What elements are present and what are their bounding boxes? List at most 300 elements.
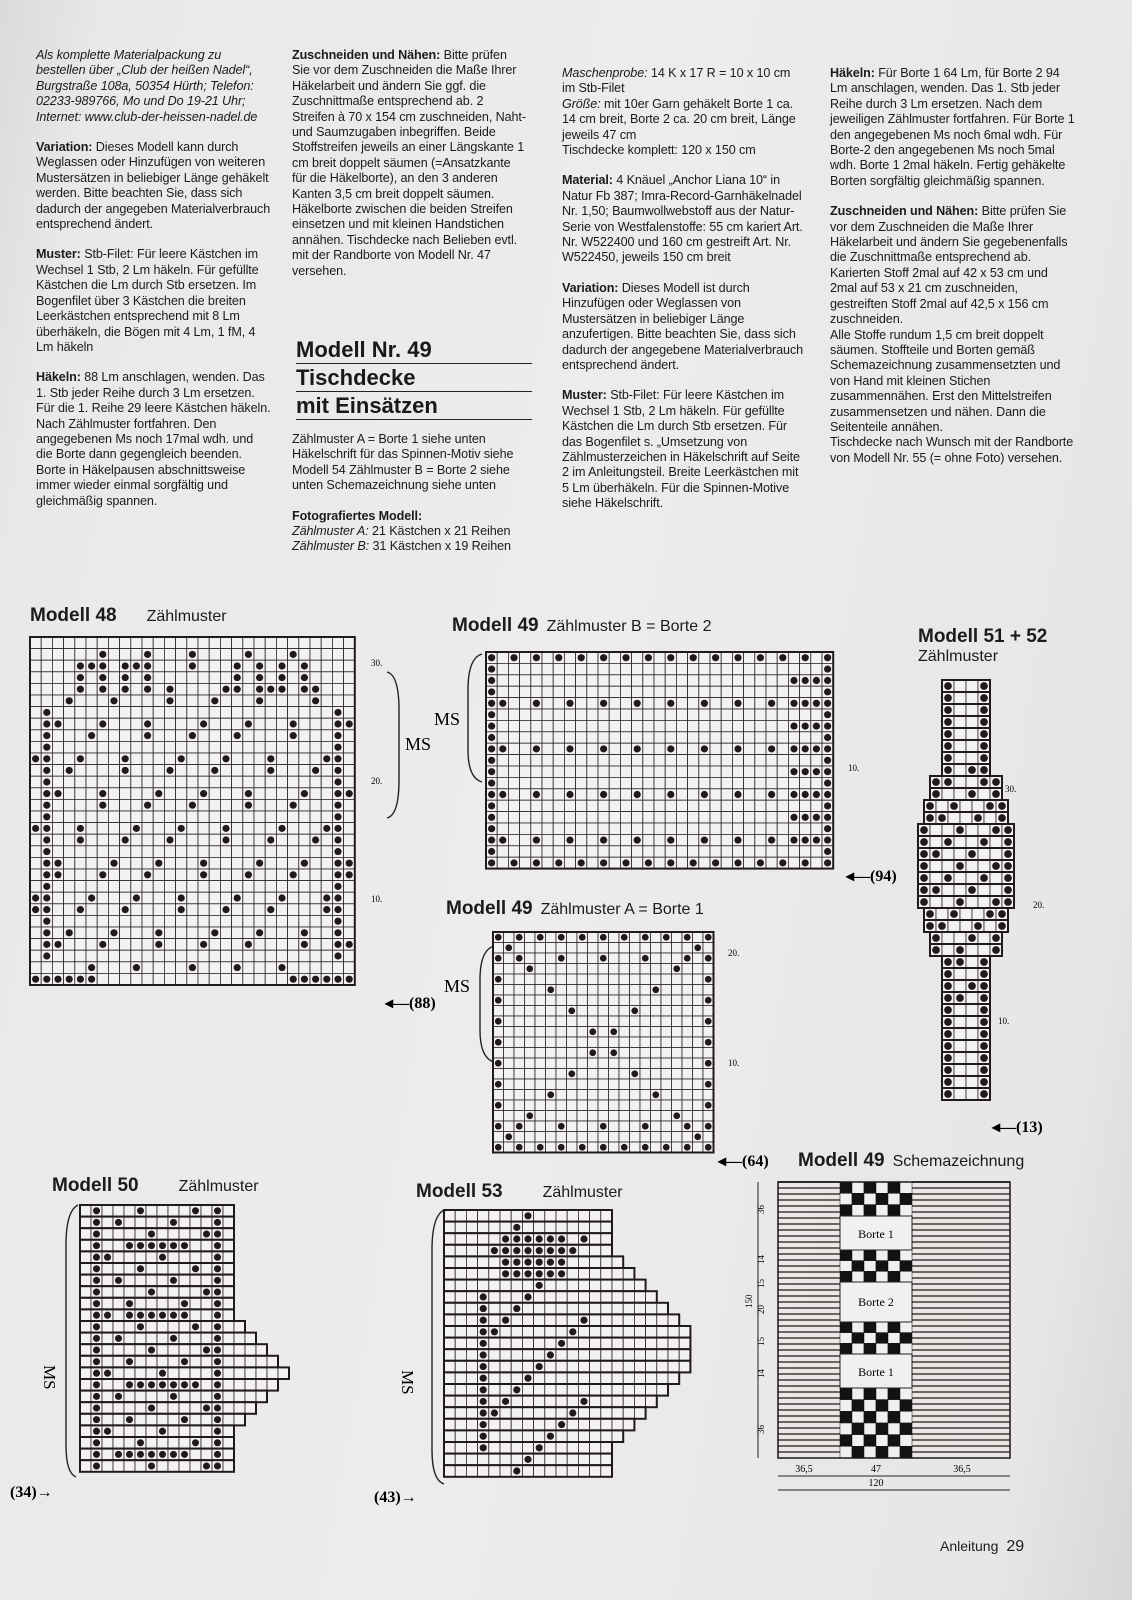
m49a-cell xyxy=(703,985,714,996)
m48-cell xyxy=(198,973,209,985)
m48-filled-mark xyxy=(278,674,285,681)
m49b-cell xyxy=(609,800,620,811)
schema-check-cell xyxy=(900,1343,912,1354)
m49b-cell xyxy=(688,766,699,777)
m49b-filled-mark xyxy=(824,768,831,775)
m48-cell xyxy=(209,788,220,800)
m49a-cell xyxy=(577,1048,588,1059)
m53-cell xyxy=(646,1372,657,1384)
m5152-cell xyxy=(978,896,990,908)
m49b-cell xyxy=(744,777,755,788)
m49b-filled-mark xyxy=(634,837,641,844)
m5152-filled-mark xyxy=(998,922,1006,930)
m49b-filled-mark xyxy=(790,700,797,707)
m5152-cell xyxy=(942,824,954,836)
m49a-cell xyxy=(682,1132,693,1143)
m49b-cell xyxy=(732,846,743,857)
schema-check-cell xyxy=(864,1205,876,1216)
m48-filled-mark xyxy=(301,941,308,948)
m53-cell xyxy=(534,1407,545,1419)
m50-cell xyxy=(168,1251,179,1263)
m48-filled-mark xyxy=(43,802,50,809)
m49a-cell xyxy=(535,1111,546,1122)
m48-cell xyxy=(220,950,231,962)
m49a-cell xyxy=(546,1111,557,1122)
m50-filled-mark xyxy=(93,1428,100,1435)
m50-cell xyxy=(113,1460,124,1472)
m49b-cell xyxy=(699,766,710,777)
m49b-cell xyxy=(755,823,766,834)
m49b-filled-mark xyxy=(824,814,831,821)
m49b-cell xyxy=(576,789,587,800)
schema-check-cell xyxy=(864,1388,876,1400)
m48-cell xyxy=(209,950,220,962)
m48-cell xyxy=(276,950,287,962)
m48-cell xyxy=(310,823,321,835)
m50-cell xyxy=(157,1298,168,1310)
m50-filled-mark xyxy=(104,1370,111,1377)
m53-cell xyxy=(466,1465,477,1477)
schema-check-cell xyxy=(840,1271,852,1282)
m50-cell xyxy=(234,1321,245,1333)
m53-cell xyxy=(578,1338,589,1350)
m48-cell xyxy=(164,915,175,927)
m48-cell xyxy=(232,939,243,951)
m48-cell xyxy=(344,741,355,753)
m48-cell xyxy=(276,765,287,777)
m53-filled-mark xyxy=(502,1259,509,1266)
m49b-row-10: 10. xyxy=(848,763,860,773)
m5152-cell xyxy=(966,1052,978,1064)
m48-label xyxy=(30,605,227,627)
m50-cell xyxy=(124,1321,135,1333)
m50-filled-mark xyxy=(93,1462,100,1469)
m49b-cell xyxy=(564,686,575,697)
m48-cell xyxy=(30,881,41,893)
m50-cell xyxy=(113,1425,124,1437)
m48-cell xyxy=(108,707,119,719)
m50-filled-mark xyxy=(93,1393,100,1400)
m48-cell xyxy=(288,776,299,788)
m48-filled-mark xyxy=(32,906,39,913)
m49b-filled-mark xyxy=(824,848,831,855)
m48-cell xyxy=(220,660,231,672)
m48-filled-mark xyxy=(290,732,297,739)
m50-filled-mark xyxy=(214,1451,221,1458)
m48-cell xyxy=(220,927,231,939)
m50-cell xyxy=(135,1414,146,1426)
m48-cell xyxy=(131,649,142,661)
m5152-filled-mark xyxy=(980,718,988,726)
m53-cell xyxy=(578,1442,589,1454)
m5152-cell xyxy=(990,872,1002,884)
m50-filled-mark xyxy=(214,1439,221,1446)
m48-filled-mark xyxy=(290,720,297,727)
m49a-cell xyxy=(651,1100,662,1111)
m48-cell xyxy=(176,973,187,985)
schema-check-cell xyxy=(876,1446,888,1458)
m48-cell xyxy=(310,950,321,962)
m53-cell xyxy=(601,1442,612,1454)
schema-check-cell xyxy=(864,1322,876,1333)
m49a-filled-mark xyxy=(600,1123,607,1130)
schema-check-cell xyxy=(852,1333,864,1344)
m53-cell xyxy=(534,1222,545,1234)
m49a-filled-mark xyxy=(558,1144,565,1151)
m53-filled-mark xyxy=(480,1317,487,1324)
m50-cell xyxy=(157,1356,168,1368)
m5152-cell xyxy=(966,1088,978,1100)
schema-check-cell xyxy=(852,1205,864,1216)
m48-cell xyxy=(120,776,131,788)
m48-cell xyxy=(108,892,119,904)
m48-filled-mark xyxy=(133,964,140,971)
m53-cell xyxy=(634,1338,645,1350)
m5152-filled-mark xyxy=(944,1006,952,1014)
m53-cell xyxy=(601,1372,612,1384)
m49b-cell xyxy=(531,709,542,720)
m48-cell xyxy=(321,718,332,730)
m48-cell xyxy=(187,707,198,719)
m48-cell xyxy=(265,939,276,951)
m49b-cell xyxy=(699,823,710,834)
m53-cell xyxy=(578,1256,589,1268)
m49b-cell xyxy=(632,812,643,823)
m48-cell xyxy=(75,915,86,927)
m49b-cell xyxy=(732,800,743,811)
m49b-cell xyxy=(643,743,654,754)
m53-cell xyxy=(567,1314,578,1326)
m49a-cell xyxy=(682,1111,693,1122)
m53-cell xyxy=(601,1419,612,1431)
m49a-cell xyxy=(598,1027,609,1038)
m48-cell xyxy=(299,765,310,777)
m49b-filled-mark xyxy=(712,859,719,866)
m5152-filled-mark xyxy=(968,934,976,942)
m49b-cell xyxy=(710,709,721,720)
m49a-cell xyxy=(661,1069,672,1080)
m49a-cell xyxy=(525,1079,536,1090)
m48-cell xyxy=(176,695,187,707)
m49b-cell xyxy=(520,652,531,663)
m48-cell xyxy=(220,707,231,719)
m49b-filled-mark xyxy=(488,757,495,764)
m48-cell xyxy=(344,776,355,788)
m48-filled-mark xyxy=(178,894,185,901)
m5152-cell xyxy=(966,944,978,956)
m48-cell xyxy=(120,823,131,835)
m48-cell xyxy=(276,834,287,846)
schema-check-cell xyxy=(900,1435,912,1447)
m49a-cell xyxy=(525,932,536,943)
m49a-filled-mark xyxy=(673,1112,680,1119)
m49a-cell xyxy=(651,1048,662,1059)
m49b-cell xyxy=(520,846,531,857)
m49a-cell xyxy=(609,1121,620,1132)
m49b-cell xyxy=(665,709,676,720)
m48-cell xyxy=(209,962,220,974)
m49b-filled-mark xyxy=(690,654,697,661)
m50-cell xyxy=(80,1333,91,1345)
m48-cell xyxy=(288,765,299,777)
m50-filled-mark xyxy=(214,1404,221,1411)
m53-cell xyxy=(634,1372,645,1384)
m49a-cell xyxy=(577,985,588,996)
m5152-cell xyxy=(972,908,984,920)
m48-cell xyxy=(198,799,209,811)
m53-cell xyxy=(556,1407,567,1419)
m48-cell xyxy=(64,834,75,846)
m49a-cell xyxy=(504,985,515,996)
m49b-cell xyxy=(531,675,542,686)
m48-cell xyxy=(220,973,231,985)
m49a-cell xyxy=(535,974,546,985)
m49b-filled-mark xyxy=(734,745,741,752)
m5152-filled-mark xyxy=(956,994,964,1002)
m49b-cell xyxy=(520,686,531,697)
m48-filled-mark xyxy=(301,929,308,936)
m49b-filled-mark xyxy=(566,745,573,752)
m49b-cell xyxy=(497,732,508,743)
m49b-filled-mark xyxy=(790,814,797,821)
schema-check-cell xyxy=(888,1271,900,1282)
m50-cell xyxy=(102,1333,113,1345)
m48-filled-mark xyxy=(189,732,196,739)
m53-cell xyxy=(522,1314,533,1326)
m49a-cell xyxy=(598,1079,609,1090)
m48-cell xyxy=(344,927,355,939)
m50-cell xyxy=(201,1240,212,1252)
m49b-cell xyxy=(564,823,575,834)
m49a-cell xyxy=(651,964,662,975)
m48-cell xyxy=(276,799,287,811)
m49b-cell xyxy=(654,652,665,663)
m50-cell xyxy=(102,1228,113,1240)
m48-cell xyxy=(97,915,108,927)
m48-cell xyxy=(153,892,164,904)
m49b-cell xyxy=(497,823,508,834)
m48-cell xyxy=(254,649,265,661)
m50-cell xyxy=(201,1298,212,1310)
m5152-filled-mark xyxy=(980,1042,988,1050)
m49a-cell xyxy=(609,1132,620,1143)
m49b-cell xyxy=(643,720,654,731)
m48-filled-mark xyxy=(301,686,308,693)
m49a-cell xyxy=(703,1069,714,1080)
m5152-cell xyxy=(960,920,972,932)
m49a-cell xyxy=(556,1027,567,1038)
m48-filled-mark xyxy=(178,825,185,832)
m53-cell xyxy=(500,1430,511,1442)
schema-check-cell xyxy=(864,1446,876,1458)
m48-cell xyxy=(299,834,310,846)
m49a-cell xyxy=(672,1027,683,1038)
m49a-cell xyxy=(651,1006,662,1017)
m53-cell xyxy=(500,1280,511,1292)
m49b-cell xyxy=(788,686,799,697)
m49a-cell xyxy=(640,1016,651,1027)
m49b-cell xyxy=(766,812,777,823)
m49a-cell xyxy=(546,1048,557,1059)
m49a-cell xyxy=(504,1048,515,1059)
m49a-filled-mark xyxy=(705,934,712,941)
m50-cell xyxy=(223,1379,234,1391)
m49a-cell xyxy=(609,1079,620,1090)
m48-cell xyxy=(209,939,220,951)
m49a-cell xyxy=(504,995,515,1006)
m49a-cell xyxy=(546,1132,557,1143)
m49b-filled-mark xyxy=(533,837,540,844)
m48-cell xyxy=(254,881,265,893)
m48-filled-mark xyxy=(301,662,308,669)
schema-borte2-label: Borte 2 xyxy=(858,1295,894,1309)
m50-cell xyxy=(157,1263,168,1275)
m49a-cell xyxy=(514,995,525,1006)
m49a-cell xyxy=(546,1006,557,1017)
m50-cell xyxy=(146,1437,157,1449)
m49b-cell xyxy=(553,777,564,788)
m49a-cell xyxy=(619,1111,630,1122)
m50-ms-bracket xyxy=(66,1205,78,1477)
m49b-cell xyxy=(576,675,587,686)
m49a-cell xyxy=(556,1016,567,1027)
m49a-filled-mark xyxy=(547,986,554,993)
m48-cell xyxy=(153,846,164,858)
m48-cell xyxy=(86,950,97,962)
m50-cell xyxy=(256,1356,267,1368)
m48-cell xyxy=(299,649,310,661)
m50-filled-mark xyxy=(181,1358,188,1365)
m49b-cell xyxy=(732,732,743,743)
m48-cell xyxy=(108,649,119,661)
m49b-cell xyxy=(676,857,687,868)
m5152-cell xyxy=(954,752,966,764)
m48-cell xyxy=(209,637,220,649)
m48-cell xyxy=(153,881,164,893)
schema-check-cell xyxy=(888,1182,900,1193)
m48-cell xyxy=(176,730,187,742)
m49a-cell xyxy=(682,1100,693,1111)
m48-cell xyxy=(321,776,332,788)
m53-cell xyxy=(657,1338,668,1350)
m5152-cell xyxy=(954,932,966,944)
m48-cell xyxy=(52,904,63,916)
m48-cell xyxy=(131,776,142,788)
m53-cell xyxy=(522,1419,533,1431)
m48-cell xyxy=(131,637,142,649)
m48-cell xyxy=(187,892,198,904)
m49b-cell xyxy=(721,857,732,868)
m48-filled-mark xyxy=(144,732,151,739)
m50-filled-mark xyxy=(115,1451,122,1458)
m49b-cell xyxy=(497,755,508,766)
m49b-cell xyxy=(553,675,564,686)
m50-chart xyxy=(10,1205,330,1505)
m49b-cell xyxy=(676,686,687,697)
m48-filled-mark xyxy=(334,813,341,820)
m50-cell xyxy=(223,1333,234,1345)
m48-filled-mark xyxy=(77,674,84,681)
m48-filled-mark xyxy=(166,697,173,704)
m48-cell xyxy=(30,799,41,811)
m49a-filled-mark xyxy=(516,955,523,962)
m49b-cell xyxy=(654,823,665,834)
m48-cell xyxy=(64,869,75,881)
m49a-cell xyxy=(672,1006,683,1017)
m49b-cell xyxy=(766,846,777,857)
m48-cell xyxy=(321,660,332,672)
m53-cell xyxy=(567,1233,578,1245)
m49b-cell xyxy=(553,766,564,777)
m53-cell xyxy=(601,1465,612,1477)
m49b-filled-mark xyxy=(824,700,831,707)
m49b-filled-mark xyxy=(824,711,831,718)
m49a-cell xyxy=(525,1016,536,1027)
m49a-filled-mark xyxy=(705,955,712,962)
m53-cell xyxy=(668,1326,679,1338)
m5152-filled-mark xyxy=(980,778,988,786)
m50-filled-mark xyxy=(126,1381,133,1388)
m50-cell xyxy=(179,1344,190,1356)
m48-filled-mark xyxy=(323,825,330,832)
m5152-cell xyxy=(984,920,996,932)
m53-filled-mark xyxy=(524,1235,531,1242)
m49a-cell xyxy=(546,1069,557,1080)
m5152-filled-mark xyxy=(974,814,982,822)
m49b-cell xyxy=(632,686,643,697)
m49a-cell xyxy=(493,1132,504,1143)
m50-cell xyxy=(190,1460,201,1472)
m50-filled-mark xyxy=(203,1462,210,1469)
m53-cell xyxy=(455,1349,466,1361)
m53-cell xyxy=(455,1372,466,1384)
m53-cell xyxy=(444,1222,455,1234)
m53-cell xyxy=(657,1326,668,1338)
m50-cell xyxy=(157,1217,168,1229)
m49a-cell xyxy=(546,1027,557,1038)
m53-cell xyxy=(623,1384,634,1396)
m49a-cell xyxy=(556,1058,567,1069)
m53-cell xyxy=(534,1396,545,1408)
m53-cell xyxy=(567,1454,578,1466)
material-label: Material: xyxy=(562,173,613,188)
m5152-filled-mark xyxy=(944,1078,952,1086)
m48-filled-mark xyxy=(200,871,207,878)
m53-filled-mark xyxy=(536,1282,543,1289)
m48-cell xyxy=(187,834,198,846)
m48-filled-mark xyxy=(144,871,151,878)
schema-check-cell xyxy=(876,1271,888,1282)
m49a-cell xyxy=(693,932,704,943)
m5152-cell xyxy=(942,932,954,944)
m50-cell xyxy=(179,1333,190,1345)
m49b-cell xyxy=(620,846,631,857)
m50-cell xyxy=(179,1275,190,1287)
m48-cell xyxy=(232,707,243,719)
m48-cell xyxy=(310,857,321,869)
m53-cell xyxy=(489,1465,500,1477)
m50-cell xyxy=(146,1298,157,1310)
m48-cell xyxy=(176,649,187,661)
m49a-cell xyxy=(598,1058,609,1069)
m50-cell xyxy=(190,1286,201,1298)
m49b-cell xyxy=(632,857,643,868)
m49a-cell xyxy=(514,1132,525,1143)
m49a-filled-mark xyxy=(705,1081,712,1088)
m50-cell xyxy=(102,1391,113,1403)
m53-cell xyxy=(590,1384,601,1396)
m48-cell xyxy=(120,741,131,753)
